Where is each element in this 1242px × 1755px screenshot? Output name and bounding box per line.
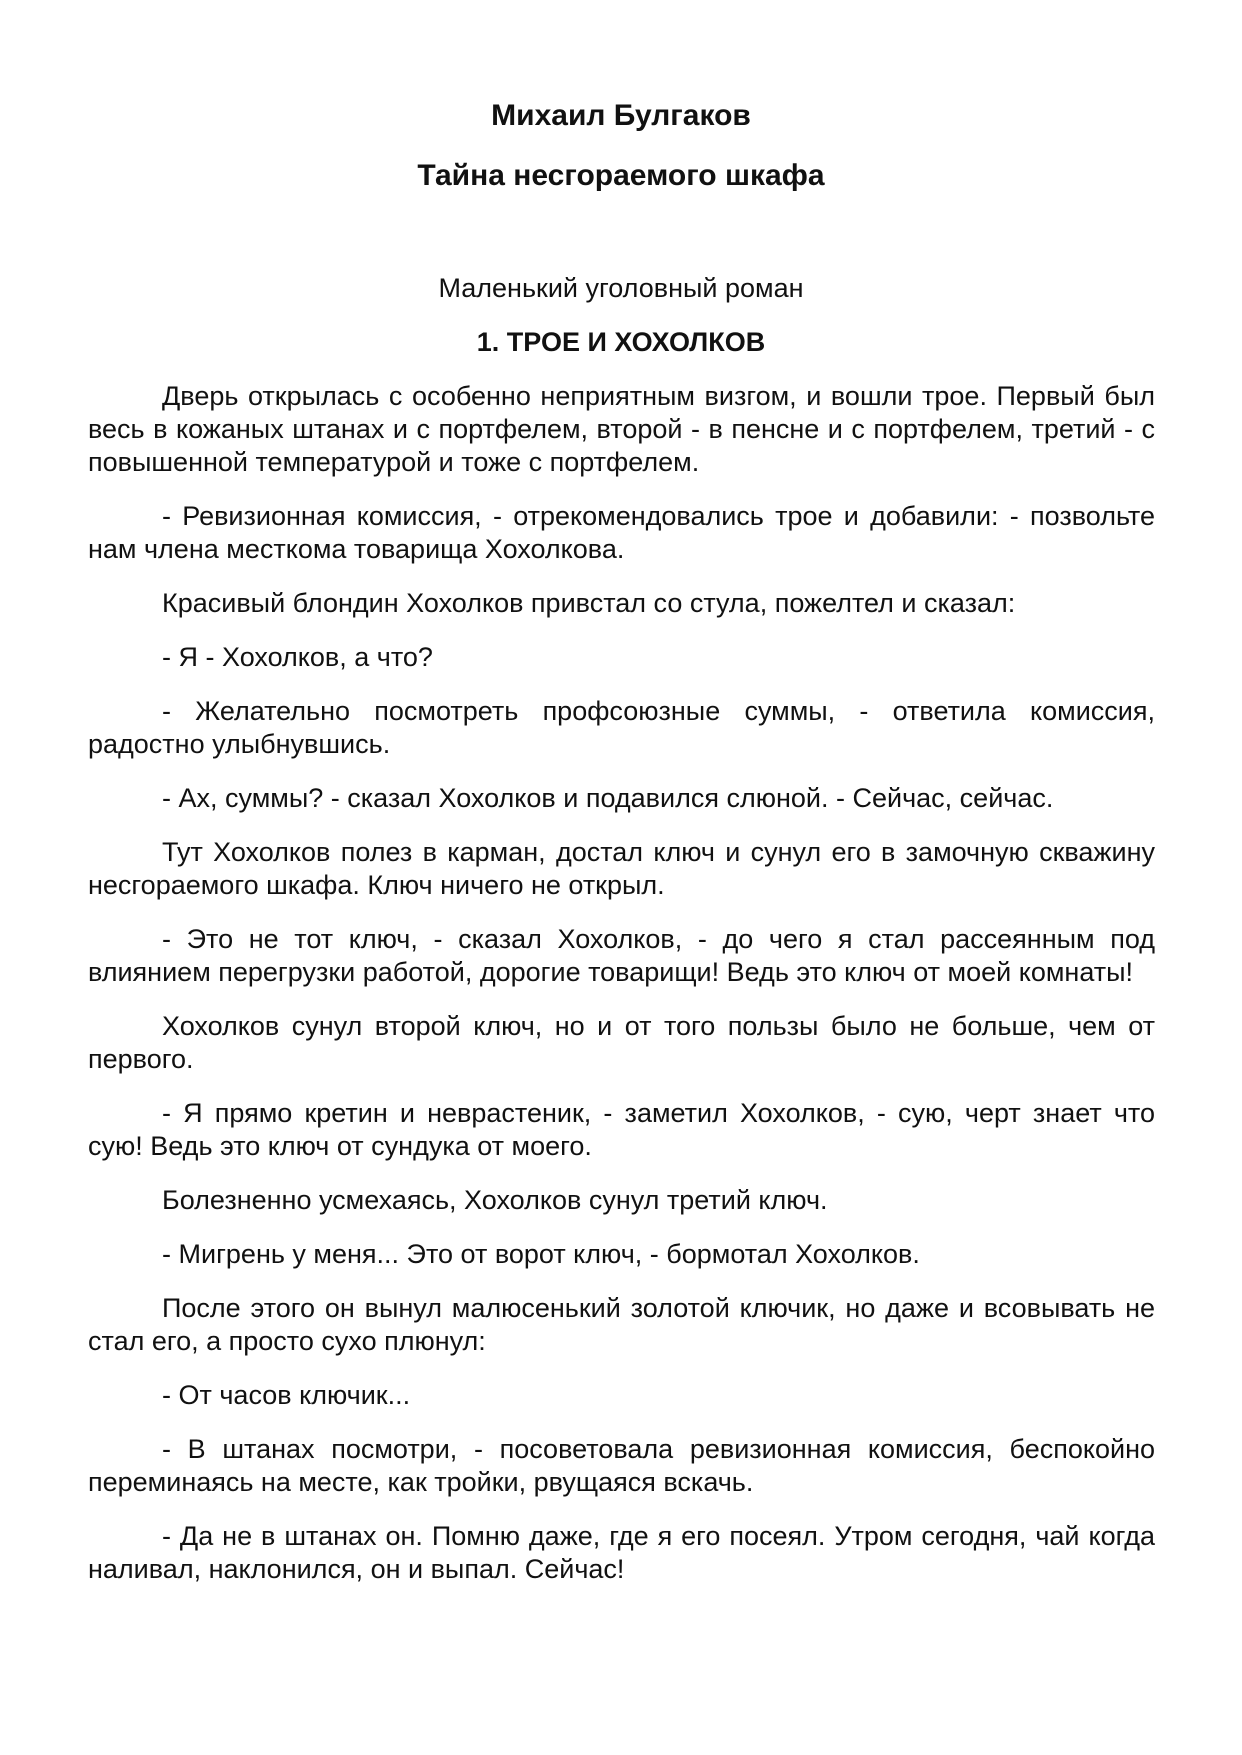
paragraph: После этого он вынул малюсенький золотой ключик, но даже и всовывать не стал его, а просто сухо плюнул:	[88, 1293, 1155, 1356]
work-subtitle: Маленький уголовный роман	[438, 273, 804, 303]
paragraph: - Я прямо кретин и неврастеник, - заметил Хохолков, - сую, черт знает что сую! Ведь это ключ от сундука от моего.	[88, 1098, 1155, 1161]
paragraph: Болезненно усмехаясь, Хохолков сунул третий ключ.	[162, 1185, 828, 1215]
paragraph: - Я - Хохолков, а что?	[162, 642, 433, 672]
paragraph: Хохолков сунул второй ключ, но и от того пользы было не больше, чем от первого.	[88, 1011, 1155, 1074]
work-title: Тайна несгораемого шкафа	[417, 159, 825, 192]
paragraph: - Ревизионная комиссия, - отрекомендовались трое и добавили: - позвольте нам члена месткома товарища Хохолкова.	[88, 501, 1155, 564]
paragraph: - В штанах посмотри, - посоветовала ревизионная комиссия, беспокойно переминаясь на месте, как тройки, рвущаяся вскачь.	[88, 1434, 1155, 1497]
paragraph: Тут Хохолков полез в карман, достал ключ и сунул его в замочную скважину несгораемого шкафа. Ключ ничего не открыл.	[88, 837, 1155, 900]
paragraph: Красивый блондин Хохолков привстал со стула, пожелтел и сказал:	[162, 588, 1016, 618]
body-text	[88, 380, 1155, 1607]
paragraph: - Это не тот ключ, - сказал Хохолков, - до чего я стал рассеянным под влиянием перегрузки работой, дорогие товарищи! Ведь это ключ от моей комнаты!	[88, 924, 1155, 987]
author-name: Михаил Булгаков	[491, 99, 751, 132]
paragraph: - От часов ключик...	[162, 1380, 411, 1410]
paragraph: - Мигрень у меня... Это от ворот ключ, - бормотал Хохолков.	[162, 1239, 920, 1269]
paragraph: - Да не в штанах он. Помню даже, где я его посеял. Утром сегодня, чай когда наливал, наклонился, он и выпал. Сейчас!	[88, 1521, 1155, 1584]
paragraph: - Желательно посмотреть профсоюзные суммы, - ответила комиссия, радостно улыбнувшись.	[88, 696, 1155, 759]
chapter-heading: 1. ТРОЕ И ХОХОЛКОВ	[476, 327, 766, 357]
paragraph: - Ах, суммы? - сказал Хохолков и подавился слюной. - Сейчас, сейчас.	[162, 783, 1054, 813]
paragraph: Дверь открылась с особенно неприятным визгом, и вошли трое. Первый был весь в кожаных штанах и с портфелем, второй - в пенсне и с портфелем, третий - с повышенной температурой и тоже с портфелем.	[88, 381, 1155, 477]
